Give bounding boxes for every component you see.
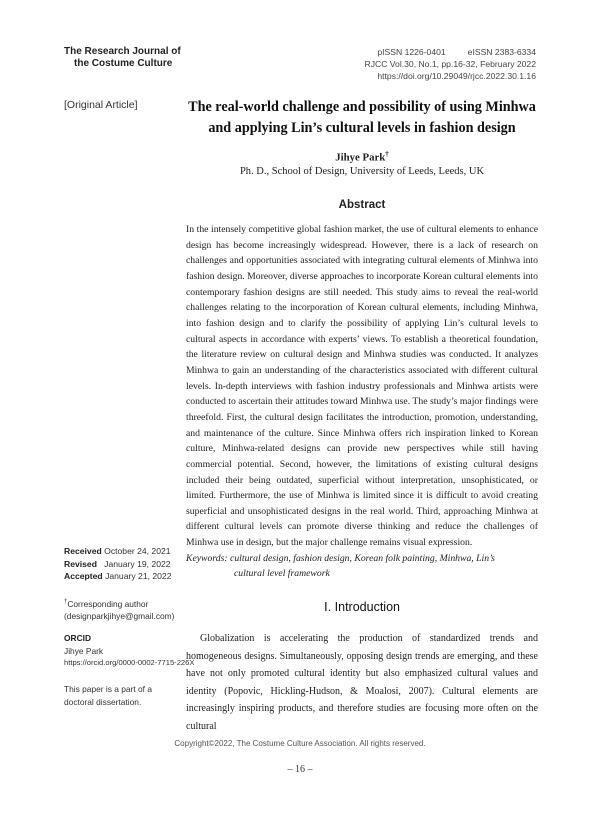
journal-name bbox=[64, 46, 181, 70]
dissertation-note: This paper is a part of a doctoral dissertation. bbox=[64, 684, 152, 707]
publication-info bbox=[296, 46, 536, 82]
keywords bbox=[186, 551, 538, 581]
article-dates bbox=[64, 545, 172, 583]
orcid-name: Jihye Park bbox=[64, 645, 104, 656]
dagger-icon: † bbox=[64, 599, 68, 605]
revised-label: Revised bbox=[64, 558, 97, 569]
revised-value: January 19, 2022 bbox=[104, 558, 171, 569]
orcid-link[interactable]: https://orcid.org/0000-0002-7715-226X bbox=[64, 658, 195, 667]
title-line2: and applying Lin’s cultural levels in fashion design bbox=[208, 120, 516, 136]
section-heading: Ⅰ. Introduction bbox=[324, 600, 400, 614]
abstract-heading: Abstract bbox=[338, 199, 386, 211]
accepted-value: January 21, 2022 bbox=[105, 571, 172, 581]
keywords-line2: cultural level framework bbox=[234, 568, 330, 579]
pissn: pISSN 1226-0401 bbox=[377, 47, 446, 57]
revised-date bbox=[64, 558, 172, 571]
abstract-text: In the intensely competitive global fashion market, the use of cultural elements to enhance design has become increasingly widespread. However, there is a lack of research on challenges and opportunities associated with integrating cultural elements of Minhwa into fashion design. Moreover, diverse approaches to incorporate Korean cultural elements into contemporary fashion designs are still needed. This study aims to reveal the real-world challenges relating to the incorporation of Korean cultural elements, including Minhwa, into fashion design and to clarify the possibility of applying Lin’s cultural levels to cultural aspects in accordance with experts’ views. To establish a theoretical foundation, the literature review on cultural design and Minhwa studies was conducted. It analyzes Minhwa to gain an understanding of the characteristics associated with different cultural levels. In-depth interviews with fashion industry professionals and Minhwa artists were conducted to ascertain their attitudes toward Minhwa use. The study’s major findings were threefold. First, the cultural design facilitates the introduction, promotion, understanding, and maintenance of the culture. Since Minhwa offers rich inspiration linked to Korean culture, Minhwa-related designs can provide new perspectives while still having commercial potential. Second, however, the limitations of existing cultural designs included their being outdated, superficial without interpretation, unsophisticated, or limited. Furthermore, the use of Minhwa is limited since it is difficult to avoid creating superficial and unsophisticated designs in the real world. Third, approaching Minhwa at different cultural levels can promote diverse thinking and reduce the challenges of Minhwa use in design, but the major challenge remains visual expression. bbox=[186, 224, 538, 549]
received-value: October 24, 2021 bbox=[104, 546, 171, 556]
corresponding-label: Corresponding author bbox=[67, 598, 149, 609]
page-number: – 16 – bbox=[287, 764, 313, 775]
author-name-text: Jihye Park bbox=[335, 151, 386, 164]
corresponding-email[interactable]: (designparkjihye@gmail.com) bbox=[64, 611, 175, 622]
doi-link[interactable]: https://doi.org/10.29049/rjcc.2022.30.1.16 bbox=[377, 71, 536, 81]
keywords-line1: Keywords: cultural design, fashion design, Korean folk painting, Minhwa, Lin’s bbox=[186, 553, 495, 564]
orcid-label: ORCID bbox=[64, 633, 91, 643]
title-line1: The real-world challenge and possibility of using Minhwa bbox=[188, 99, 536, 115]
corresponding-author bbox=[64, 596, 174, 623]
journal-name-line1: The Research Journal of bbox=[64, 46, 181, 57]
author-affiliation: Ph. D., School of Design, University of Leeds, Leeds, UK bbox=[239, 166, 485, 177]
accepted-label: Accepted bbox=[64, 571, 103, 581]
citation: RJCC Vol.30, No.1, pp.16-32, February 2022 bbox=[364, 59, 536, 69]
article-title bbox=[186, 97, 538, 139]
journal-name-line2: the Costume Culture bbox=[74, 58, 173, 69]
eissn: eISSN 2383-6334 bbox=[467, 47, 536, 57]
received-label: Received bbox=[64, 546, 102, 556]
orcid-block bbox=[64, 632, 194, 670]
received-date bbox=[64, 545, 172, 558]
accepted-date bbox=[64, 570, 172, 583]
article-type: [Original Article] bbox=[64, 99, 138, 111]
introduction-text: Globalization is accelerating the production of standardized trends and homogeneous designs. Simultaneously, opposing design trends are emerging, and these have not only promoted cultural identity but also emphasized cultural values and identity (Popovic, Hickling-Hudson, & Moalosi, 2007). Cultural elements are increasingly inspiring products, and therefore studies are focusing more often on the cultural bbox=[186, 633, 538, 732]
dagger-icon: † bbox=[385, 150, 389, 158]
copyright: Copyright©2022, The Costume Culture Association. All rights reserved. bbox=[174, 739, 426, 748]
author-name bbox=[186, 150, 538, 164]
